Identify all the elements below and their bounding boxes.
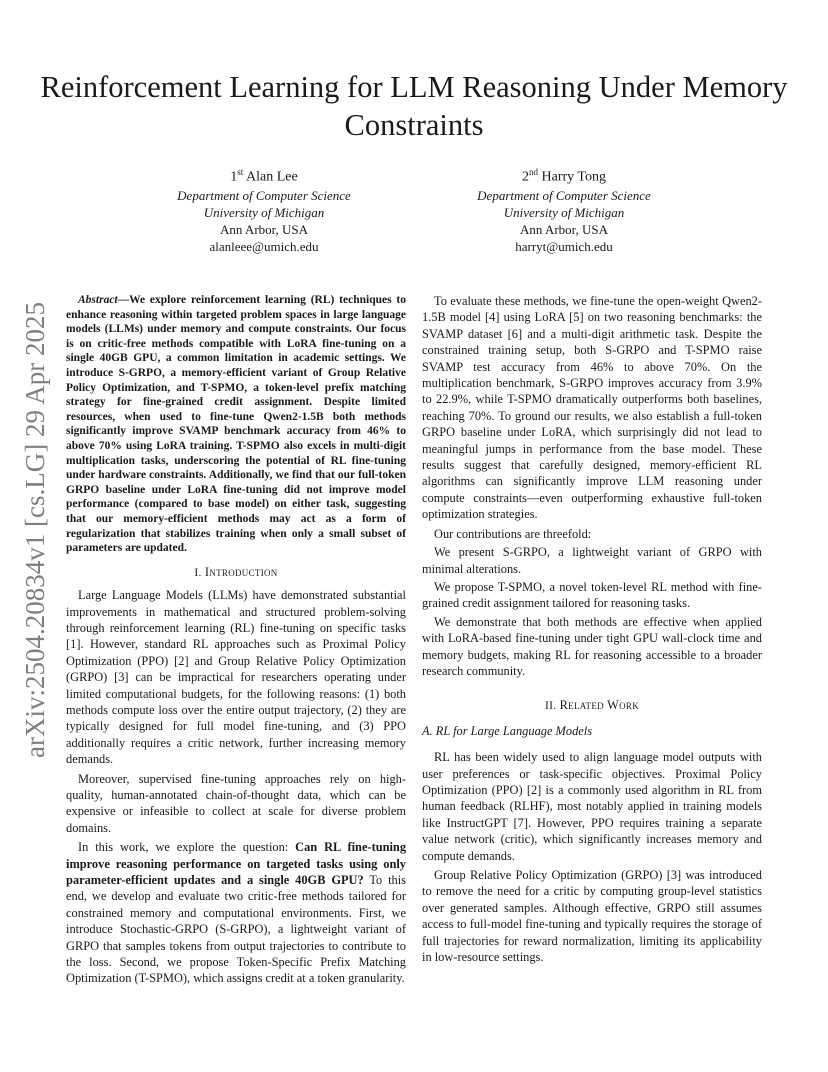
author-email[interactable]: harryt@umich.edu	[515, 238, 613, 254]
paragraph: Our contributions are threefold:	[434, 526, 592, 541]
author-department: Department of Computer Science	[477, 187, 651, 203]
author-institution: University of Michigan	[503, 204, 625, 220]
author-email[interactable]: alanleee@umich.edu	[209, 238, 319, 254]
section-heading-related-work: II. Related Work	[544, 698, 640, 713]
section-heading-introduction: I. Introduction	[194, 564, 278, 579]
abstract-text: —We explore reinforcement learning (RL) techniques to enhance reasoning within targeted problem spaces in large language models (LLMs) under memory and compute constraints. Our focus is on critic-free methods compatible with LoRA fine-tuning on a single 40GB GPU, a common limitation in academic settings. We introduce S-GRPO, a memory-efficient variant of Group Relative Policy Optimization, and T-SPMO, a token-level prefix matching strategy for fine-grained credit assignment. Despite limited resources, when used to fine-tune Qwen2-1.5B both methods significantly improve SVAMP benchmark accuracy from 46% to above 70% using LoRA training. T-SPMO also excels in multi-digit multiplication tasks, underscoring the potential of RL fine-tuning under hardware constraints. Additionally, we find that our full-token GRPO baseline under LoRA fine-tuning did not improve model performance (compared to base model) on either task, suggesting that our memory-efficient methods may act as a form of regularization that stabilizes training when only a small subset of parameters are updated.	[66, 294, 406, 555]
contribution-item: We demonstrate that both methods are effective when applied with LoRA-based fine-tuning under tight GPU wall-clock time and memory budgets, making RL for reasoning accessible to a broader research community.	[422, 614, 762, 678]
subsection-heading: A. RL for Large Language Models	[422, 723, 593, 738]
contribution-item: We propose T-SPMO, a novel token-level RL method with fine-grained credit assignment tailored for reasoning tasks.	[422, 579, 762, 611]
abstract-label: Abstract	[78, 294, 118, 306]
author-department: Department of Computer Science	[177, 187, 351, 203]
author-location: Ann Arbor, USA	[520, 221, 608, 237]
research-question: Can RL fine-tuning improve reasoning performance on targeted tasks using only parameter-efficient updates and a single 40GB GPU?	[66, 840, 407, 887]
paragraph: RL has been widely used to align language model outputs with user preferences or task-specific objectives. Proximal Policy Optimization (PPO) [2] is a commonly used algorithm in RL from human feedback (RLHF), most notably applied in training models like InstructGPT [7]. However, PPO requires training a separate value network (critic), which significantly increases memory and compute demands.	[422, 750, 762, 863]
paragraph: To evaluate these methods, we fine-tune the open-weight Qwen2-1.5B model [4] using LoRA [5] on two reasoning benchmarks: the SVAMP dataset [6] and a multi-digit arithmetic task. Despite the constrained training setup, both S-GRPO and T-SPMO raise SVAMP test accuracy from 46% to above 70%. On the multiplication benchmark, S-GRPO improves accuracy from 3.9% to 22.9%, while T-SPMO dramatically outperforms both baselines, reaching 70%. To ground our results, we also establish a full-token GRPO baseline under LoRA, which surprisingly did not lead to meaningful jumps in performance from the base model. These results suggest that carefully designed, memory-efficient RL algorithms can significantly improve LLM reasoning under compute constraints—even outperforming exhaustive full-token optimization strategies.	[422, 294, 762, 522]
author-block-2	[414, 163, 714, 255]
abstract	[66, 293, 406, 556]
author-institution: University of Michigan	[203, 204, 325, 220]
paragraph: Large Language Models (LLMs) have demonstrated substantial improvements in mathematical and structured problem-solving through reinforcement learning (RL) fine-tuning on specific tasks [1]. However, standard RL approaches such as Proximal Policy Optimization (PPO) [2] and Group Relative Policy Optimization (GRPO) [3] can be impractical for researchers operating under limited computational budgets, for the following reasons: (1) both methods compute loss over the entire output trajectory, (2) they are typically designed for full model fine-tuning, and (3) PPO additionally requires a critic network, further increasing memory demands.	[66, 588, 406, 767]
paper-title: Reinforcement Learning for LLM Reasoning Under Memory Constraints	[40, 70, 788, 142]
right-column	[422, 293, 762, 968]
arxiv-identifier-stamp[interactable]: arXiv:2504.20834v1 [cs.LG] 29 Apr 2025	[20, 302, 50, 758]
author-block-1	[114, 163, 414, 255]
author-location: Ann Arbor, USA	[220, 221, 308, 237]
author-name: 2nd Harry Tong	[522, 167, 606, 185]
paragraph: Moreover, supervised fine-tuning approaches rely on high-quality, human-annotated chain-of-thought data, which can be expensive or infeasible to collect at scale for diverse problem domains.	[66, 771, 406, 835]
paragraph: Group Relative Policy Optimization (GRPO) [3] was introduced to remove the need for a critic by computing group-level statistics over generated samples. Although effective, GRPO still assumes access to full-model fine-tuning and typically requires the storage of full trajectories for reward normalization, limiting its applicability in low-resource settings.	[422, 868, 762, 965]
left-column	[66, 293, 406, 990]
paragraph: In this work, we explore the question: Can RL fine-tuning improve reasoning performance on targeted tasks using only parameter-efficient updates and a single 40GB GPU? To this end, we develop and evaluate two critic-free methods tailored for constrained memory and computational environments. First, we introduce Stochastic-GRPO (S-GRPO), a lightweight variant of GRPO that samples tokens from output trajectories to contribute to the loss. Second, we propose Token-Specific Prefix Matching Optimization (T-SPMO), which assigns credit at a token granularity.	[66, 840, 407, 986]
contribution-item: We present S-GRPO, a lightweight variant of GRPO with minimal alterations.	[422, 545, 762, 576]
author-name: 1st Alan Lee	[230, 167, 298, 185]
